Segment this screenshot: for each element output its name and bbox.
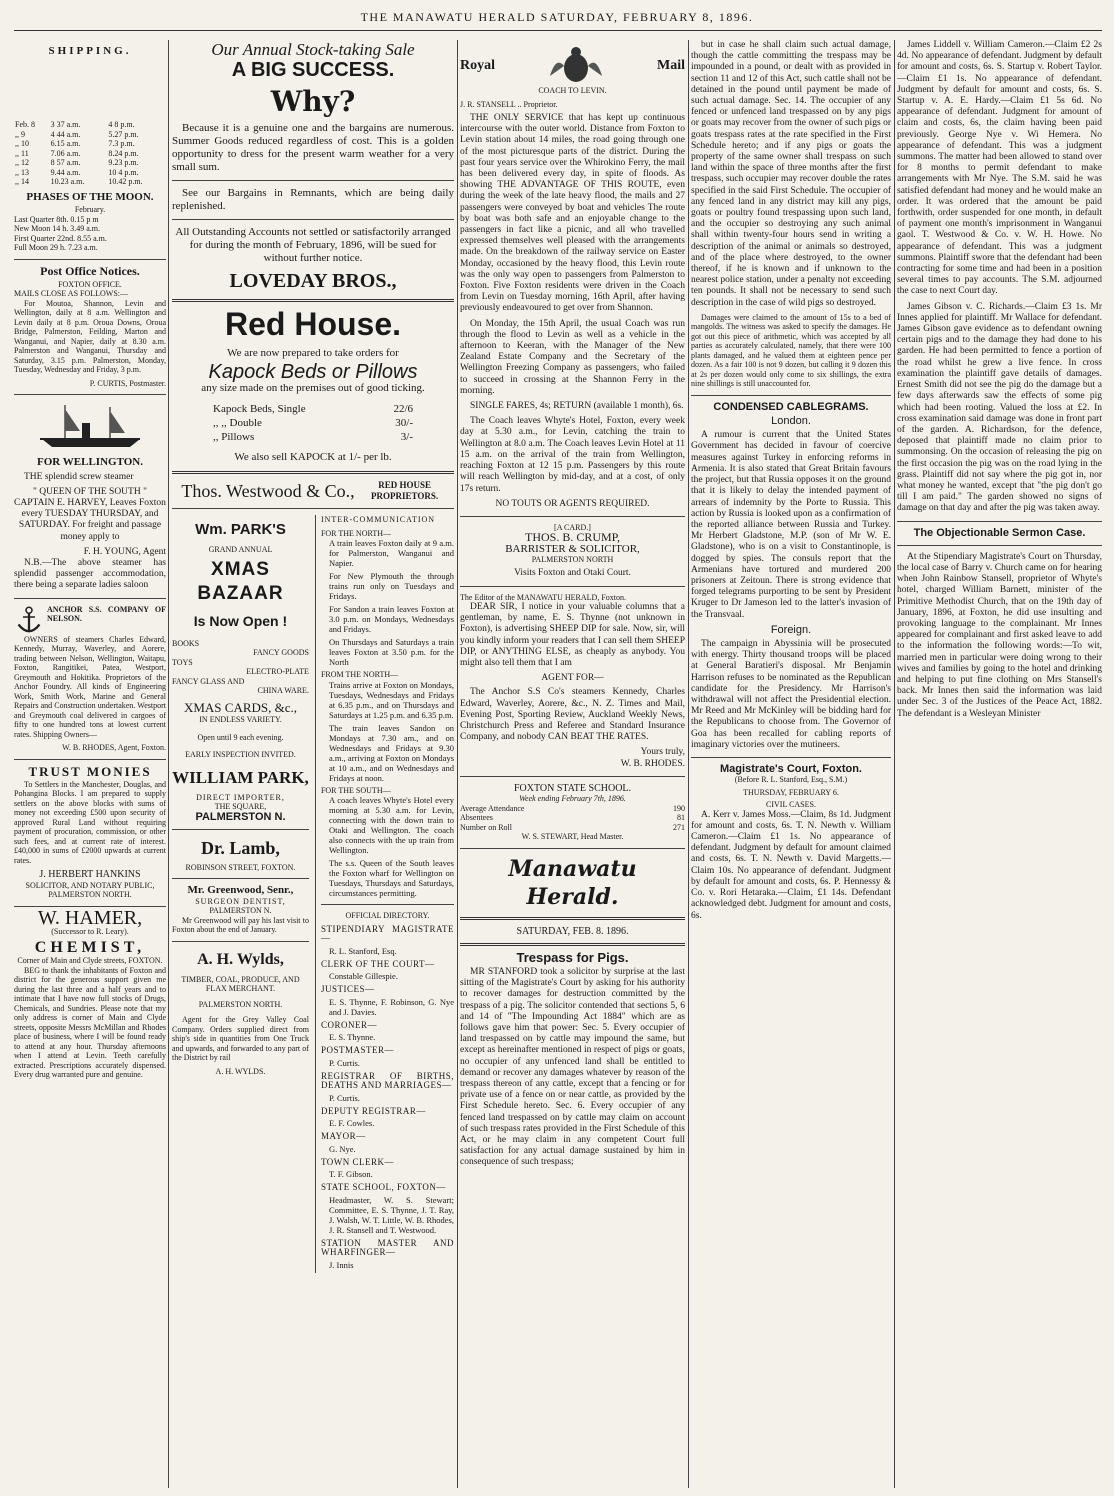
- why-heading: Why?: [270, 85, 356, 119]
- tide-row: [14, 168, 166, 178]
- stansell: J. R. STANSELL .. Proprietor.: [460, 99, 558, 109]
- trust-name: J. HERBERT HANKINS: [39, 869, 141, 881]
- abs-row: [460, 813, 685, 823]
- court-title: Magistrate's Court, Foxton.: [720, 762, 862, 775]
- tide-cell: 3 37 a.m.: [50, 120, 81, 130]
- accounts-text: All Outstanding Accounts not settled or satisfactorily arranged for during the month of February, 1896, will be sued for without further notice.: [175, 226, 451, 265]
- coach-text: THE ONLY SERVICE that has kept up continuous intercourse with the outer world. Distance from Foxton to Levin station about 14 miles, the road going through one of the most picturesque parts of the district. During the past four years service over the Whirokino Ferry, the mail has been delivered every day, in spite of floods. As showing THE ADVANTAGE OF THIS ROUTE, even during the week of the late heavy flood, the mails and 27 passengers were conveyed by boat and vehicles The route by boat was both safe and an enjoyable change to the passengers in fact like a picnic, and all who travelled expressed themselves well pleased with the arrangements made. On the breakdown of the railway service on Easter Monday, occasioned by the heavy flood, this Levin route was the only way open to passengers from Palmerston to Foxton. Five Foxton residents were driven in the Coach from Levin on Tuesday morning, 16th April, after having previously endeavoured to get over from Shannon.: [460, 113, 685, 314]
- agent-text: The Anchor S.S Co's steamers Kennedy, Charles Edward, Waverley, Aorere, &c., N. Z. Times and Mail, Evening Post, Sporting Review, Auckland Weekly News, Christchurch Press and Referee and Standard Insurance Company, and nobody CAN BEAT THE RATES.: [460, 687, 685, 743]
- column-rule: [688, 40, 689, 1488]
- avg-row: [460, 804, 685, 814]
- tide-cell: 8 57 a.m.: [50, 158, 81, 168]
- royal: Royal: [460, 58, 495, 74]
- from-north-title: FROM THE NORTH—: [320, 670, 399, 680]
- letter-text: DEAR SIR, I notice in your valuable columns that a gentleman, by name, E. S. Thynne (not unknown in Foxton), is advertising SHEEP DIP for sale. Now, sir, will you kindly inform your readers that I can sell them SHEEP DIP, or ANYTHING ELSE, as cheaply as anybody. You might also tell them that I am: [460, 602, 685, 669]
- now-open: Is Now Open !: [193, 612, 288, 629]
- price-value: 22/6: [393, 402, 413, 415]
- court-date: THURSDAY, FEBRUARY 6.: [743, 787, 839, 797]
- tide-cell: 6.15 a.m.: [50, 139, 81, 149]
- directory-name: E. S. Thynne, F. Robinson, G. Nye and J. Davies.: [328, 996, 454, 1017]
- column-rule: [894, 40, 895, 1488]
- london-title: London.: [771, 415, 811, 428]
- steamer-name: " QUEEN OF THE SOUTH ": [33, 486, 147, 497]
- william-park: WILLIAM PARK,: [172, 767, 309, 787]
- anchor-title: ANCHOR S.S. COMPANY OF NELSON.: [47, 604, 166, 624]
- steamer-text: CAPTAIN E. HARVEY, Leaves Foxton every TUESDAY THURSDAY, and SATURDAY. For freight and passage money apply to: [14, 498, 166, 542]
- shipping-faded-block: [14, 60, 166, 120]
- royal-mail-header: [460, 46, 685, 86]
- directory-name: T. F. Gibson.: [328, 1169, 373, 1180]
- goods-item: FANCY GLASS AND: [172, 676, 245, 686]
- tides-table: [14, 120, 166, 187]
- abs-label: Absentees: [460, 813, 493, 823]
- steamer-line: THE splendid screw steamer: [24, 471, 134, 482]
- directory-name: J. Innis: [328, 1259, 354, 1270]
- wylds-text: Agent for the Grey Valley Coal Company. Orders supplied direct from ship's side in quantities from One Truck and upwards, and forwarded to any part of the District by rail: [172, 1015, 309, 1063]
- tide-cell: Feb. 8: [15, 120, 35, 130]
- week-ending: Week ending February 7th, 1896.: [519, 794, 626, 804]
- price-label: ,, ,, Double: [213, 416, 262, 429]
- directory-role: STATE SCHOOL, FOXTON—: [320, 1182, 446, 1193]
- post-title: Post Office Notices.: [40, 263, 140, 278]
- court-before: (Before R. L. Stanford, Esq., S.M.): [734, 775, 848, 785]
- directory-role: POSTMASTER—: [320, 1045, 394, 1056]
- timetable-item: For New Plymouth the through trains run only on Tuesdays and Fridays.: [328, 571, 454, 602]
- park-sub: GRAND ANNUAL: [208, 545, 273, 555]
- directory-name: P. Curtis.: [328, 1092, 360, 1103]
- postmaster: P. CURTIS, Postmaster.: [89, 378, 166, 388]
- hamer-address: Corner of Main and Clyde streets, FOXTON.: [17, 956, 163, 966]
- trespass-text: MR STANFORD took a solicitor by surprise at the last sitting of the Magistrate's Court by asking for his authority to recover damages for destruction committed by the trespass of a pig. The solicitor contended that sections 5, 6 and 14 of "The Impounding Act 1884" which are as follows gave him that power: Sec. 5. Every occupier of land trespassed on by cattle may impound the same, but except as hereinafter mentioned in respect of pigs or goats, no occupier of any unfenced land shall be entitled to demand or recover any damages whatever by reason of the trespass thereon of any cattle, except that a fencing or for private use of a fence on or near cattle, as provided by the First Schedule hereto. Sec. 6. Every occupier of any fenced land trespassed on by cattle may claim on account of such trespass rates provided in the First Schedule of this Act, or he may claim in any competent Court full satisfaction for any actual damage sustained by him in consequence of such trespass;: [460, 966, 685, 1168]
- steamer-agent: F. H. YOUNG, Agent: [83, 546, 166, 557]
- mail: Mail: [657, 58, 685, 74]
- westwood-proprietors: RED HOUSE PROPRIETORS.: [371, 480, 439, 502]
- tide-row: [14, 149, 166, 159]
- timetable-item: On Thursdays and Saturdays a train leaves Foxton at 3.50 p.m. for the North: [328, 637, 454, 668]
- abs-value: 81: [677, 813, 685, 823]
- shipping-title: SHIPPING.: [48, 45, 132, 57]
- wylds-palmerston: PALMERSTON NORTH.: [198, 999, 283, 1009]
- directory-name: Constable Gillespie.: [328, 971, 398, 982]
- price-row: [213, 402, 413, 416]
- directory-title: OFFICIAL DIRECTORY.: [345, 911, 430, 921]
- south-title: FOR THE SOUTH—: [320, 785, 391, 795]
- goods-item: FANCY GOODS: [253, 648, 309, 658]
- agent-for: AGENT FOR—: [541, 673, 604, 684]
- column-3: [460, 40, 685, 1488]
- any-size-text: any size made on the premises out of good ticking.: [201, 381, 425, 394]
- foreign-title: Foreign.: [770, 623, 812, 636]
- directory-name: Headmaster, W. S. Stewart; Committee, E. S. Thynne, J. T. Ray, J. Walsh, W. T. Little, W. B. Rhodes, J. R. Stansell and T. Westwood.: [328, 1194, 454, 1235]
- tide-cell: 4 44 a.m.: [50, 129, 81, 139]
- barrister: BARRISTER & SOLICITOR,: [505, 542, 640, 555]
- column-5: [897, 40, 1102, 1488]
- price-row: [213, 430, 413, 444]
- directory-role: MAYOR—: [320, 1131, 366, 1142]
- from-north-items: [321, 680, 454, 783]
- goods-item: CHINA WARE.: [257, 686, 309, 696]
- roll-value: 271: [673, 822, 685, 832]
- mails-text: For Moutoa, Shannon, Levin and Wellington, daily at 8 a.m. Wellington and Levin daily at 8 p.m. Oroua Downs, Oroua Bridge, Palmerston, Feilding, Marton and Wanganui, and Napier, daily at 8.30 a.m. Palmerston and Wanganui, Thursday and Saturday, 3.15 p.m. Palmerston, Monday, Tuesday, Wednesday and Friday, 3 p.m.: [14, 298, 166, 375]
- lower-right: [315, 515, 454, 1273]
- moon-line: First Quarter 22nd. 8.55 a.m.: [14, 233, 107, 243]
- moon-line: Last Quarter 8th. 0.15 p m: [14, 214, 99, 224]
- visits: Visits Foxton and Otaki Court.: [514, 568, 631, 579]
- london-text: A rumour is current that the United States Government has decided in favour of coercive measures against Turkey in enforcing reforms in Armenia. It is also stated that Great Britain favours the project, but that Russia opposes it on the ground that it is likely to delay the intended payment of arrears of indemnity by the Porte to Russia. This action by Russia is looked upon as a confirmation of the reported alliance between Russia and Turkey. Mr Herbert Gladstone, M.P. (son of Mr W. E. Gladstone), who is on a visit to Constantinople, is dogged by spies. The consuls report that the Armenians have tortured and murdered 200 prisoners at Zeitoun. There is strong evidence that forged telegrams purporting to be sent by President Kruger to Dr Jameson led to the latter's invasion of the Transvaal.: [691, 430, 891, 620]
- square: THE SQUARE,: [214, 802, 267, 812]
- tide-cell: ,, 9: [15, 129, 25, 139]
- red-house-title: Red House.: [224, 306, 402, 343]
- directory-list: [321, 925, 454, 1270]
- open-until: Open until 9 each evening.: [197, 732, 284, 742]
- directory-name: E. F. Cowles.: [328, 1118, 375, 1129]
- anchor-icon: [14, 605, 44, 635]
- hamer-sub: (Successor to R. Leary).: [51, 926, 129, 936]
- lower-left: [172, 515, 309, 1273]
- column-4: [691, 40, 891, 1488]
- directory-role: DEPUTY REGISTRAR—: [320, 1105, 426, 1116]
- trespass-title: Trespass for Pigs.: [516, 949, 629, 965]
- column-rule: [168, 40, 169, 1488]
- col4-top-text: but in case he shall claim such actual damage, though the cattle committing the trespass may be impounded in a pound, or dealt with as provided in section 11 and 12 of this Act, such cattle shall not be detained in the pound until payment be made of such actual damage. Sec. 14. The occupier of any fenced or unfenced land trespassed on by any pigs or goats may recover from the owner of such pigs or goats trespass rates at the rate specified in the First Schedule hereto; and if any pigs or goats the property of the same owner shall trespass on such land within the space of three months after the first trespass, such occupier may recover double the rates specified in the said First Schedule. The occupier of any fenced land in any district may kill any pigs, goats or poultry found trespassing upon such land, and the occupier so destroying any such animal shall within twenty-four hours send in writing a description of the animal or animals so destroyed, and of the place where destroyed, to the owner thereof, if he is known and if unknown to the nearest police station, under a penalty not exceeding ten pounds. It shall not be necessary to send such description in the case of wild pigs so destroyed.: [691, 40, 891, 308]
- coach-text-3: The Coach leaves Whyte's Hotel, Foxton, every week day at 5.30 a.m., for Levin, catching the train to Wellington at 8.0 a.m. The Coach leaves Levin Hotel at 11 15 a.m. on the arrival of the train from Wellington, reaching Foxton at 12 15 p.m. Passengers by this route will reach Wellington by mid-day, and at a cost, of only 17s return.: [460, 416, 685, 494]
- trust-text: To Settlers in the Manchester, Douglas, and Pohangina Blocks. I am prepared to supply settlers on the above blocks with sums of money not exceeding £500 upon security of approved Rural Land without requiring payment of procuration, commission, or other such fees, and at current rate of interest. £40,000 in sums of £2000 upwards at current rates.: [14, 779, 166, 865]
- park-name: Wm. PARK'S: [195, 521, 286, 539]
- tide-cell: ,, 14: [15, 177, 29, 187]
- tide-cell: 10 4 p.m.: [108, 167, 139, 177]
- tide-cell: ,, 13: [15, 167, 29, 177]
- tide-row: [14, 139, 166, 149]
- tide-cell: ,, 10: [15, 139, 29, 149]
- sermon-title: The Objectionable Sermon Case.: [913, 526, 1086, 539]
- hamer-text: BEG to thank the inhabitants of Foxton and district for the generous support given me during the last three and a half years and to intimate that I have now full stocks of Drugs, Chemicals, and Sundries. Please note that my only address is corner of Main and Clyde streets, opposite Messrs McMillan and Rhodes place of business, where I will be found ready to attend at any hour. Thursday afternoons when I attend at Levin. Teeth carefully extracted. Prescriptions accurately dispensed. Every drug warranted pure and genuine.: [14, 965, 166, 1080]
- timetable-item: A coach leaves Whyte's Hotel every morning at 5.30 a.m. for Levin, connecting with the down train to Otaki and Wellington. The coach also connects with the up train from Wellington.: [328, 795, 454, 856]
- tide-cell: ,, 11: [15, 148, 29, 158]
- editor-to: The Editor of the MANAWATU HERALD, Foxton.: [460, 592, 627, 602]
- surgeon: SURGEON DENTIST,: [195, 896, 286, 906]
- price-value: 30/-: [395, 416, 413, 429]
- goods-item: TOYS: [172, 657, 193, 667]
- park-palmerston: PALMERSTON N.: [195, 810, 286, 823]
- coach-title: COACH TO LEVIN.: [538, 86, 607, 95]
- lower-section: [172, 515, 454, 1273]
- tide-row: [14, 177, 166, 187]
- court-text: A. Kerr v. James Moss.—Claim, 8s 1d. Judgment for amount and costs, 6s. T. N. Newth v. William Cameron.—Claim £1 1s. No appearance of defendant. Judgment by default for amount claimed and costs, 6s. T. N. Newth v. David Margetts.—Claim 10s. No appearance of defendant. Judgment by default for amount and costs, 6s. P. Hennessy & Co. v. Rori Hetaraka.—Claim, £1 14s. Defendant acknowledged debt. Judgment for amount and costs, 6s.: [691, 809, 891, 921]
- steamer-icon: [30, 401, 150, 451]
- directory-name: R. L. Stanford, Esq.: [328, 945, 397, 956]
- roll-row: [460, 823, 685, 833]
- tide-cell: 10.42 p.m.: [108, 177, 143, 187]
- price-list: [213, 402, 413, 444]
- royal-crest-icon: [546, 46, 606, 86]
- moon-list: [14, 215, 166, 253]
- variety: IN ENDLESS VARIETY.: [199, 715, 282, 725]
- avg-label: Average Attendance: [460, 803, 525, 813]
- tide-cell: 4 8 p.m.: [108, 120, 135, 130]
- sermon-text: At the Stipendiary Magistrate's Court on Thursday, the local case of Barry v. Church came on for hearing when John Rainbow Stansell, proprietor of Whyte's hotel, charged William Barnett, minister of the Primitive Methodist Church, that on the 19th day of January, 1896, at Foxton, he did use insulting and provoking language to the complainant. Mr Innes appeared for complainant and first asked leave to add to the information the following words:—To wit, married men in particular were doing wrong to their wives and families by going to the hotel and drinking and helping to put fine clothing on Mrs Stansell's back. Mr Innes then said the information was laid under Sec. 3 of the Justices of the Peace Act, 1882. The defendant is a Wesleyan Minister: [897, 551, 1102, 719]
- tide-row: [14, 158, 166, 168]
- timetable-item: For Sandon a train leaves Foxton at 3.0 p.m. on Mondays, Wednesdays and Fridays.: [328, 604, 454, 635]
- column-rule: [457, 40, 458, 1488]
- masthead: THE MANAWATU HERALD SATURDAY, FEBRUARY 8, 1896.: [360, 10, 754, 24]
- moon-month: February.: [74, 205, 106, 215]
- westwood-sign: [172, 480, 454, 502]
- greenwood-text: Mr Greenwood will pay his last visit to Foxton about the end of January.: [172, 915, 309, 935]
- mails-title: MAILS CLOSE AS FOLLOWS:—: [14, 289, 129, 299]
- masthead-rule: [14, 30, 1102, 31]
- directory-name: P. Curtis.: [328, 1057, 360, 1068]
- bazaar-title: XMAS BAZAAR: [197, 558, 284, 604]
- directory-role: TOWN CLERK—: [320, 1156, 395, 1167]
- tide-cell: 5.27 p.m.: [108, 129, 139, 139]
- column-1: [14, 40, 166, 1488]
- also-sell-text: We also sell KAPOCK at 1/- per lb.: [234, 450, 392, 463]
- timber: TIMBER, COAL, PRODUCE, AND FLAX MERCHANT.: [181, 974, 300, 994]
- price-row: [213, 416, 413, 430]
- tide-cell: 9.44 a.m.: [50, 167, 81, 177]
- hamer-trade: CHEMIST,: [34, 939, 146, 957]
- directory-role: CLERK OF THE COURT—: [320, 958, 435, 969]
- tide-row: [14, 120, 166, 130]
- directory-role: CORONER—: [320, 1019, 377, 1030]
- lamb-name: Dr. Lamb,: [201, 837, 280, 858]
- timetable-item: A train leaves Foxton daily at 9 a.m. for Palmerston, Wanganui and Napier.: [328, 538, 454, 569]
- inter-title: INTER-COMMUNICATION: [320, 515, 436, 525]
- loveday-name: LOVEDAY BROS.,: [229, 270, 397, 293]
- directory-role: STIPENDIARY MAGISTRATE—: [320, 923, 454, 944]
- moon-title: PHASES OF THE MOON.: [26, 190, 154, 203]
- tide-cell: 7.06 a.m.: [50, 148, 81, 158]
- herald-date: SATURDAY, FEB. 8. 1896.: [516, 925, 629, 937]
- timetable-item: Trains arrive at Foxton on Mondays, Tuesdays, Wednesdays and Fridays at 6.35 p.m., and on Thursdays and Saturdays at 1.25 p.m. and 6.35 p.m.: [328, 679, 454, 720]
- directory-name: G. Nye.: [328, 1143, 356, 1154]
- post-sub: FOXTON OFFICE.: [58, 279, 122, 289]
- westwood-name: Thos. Westwood & Co.,: [181, 480, 355, 501]
- lamb-address: ROBINSON STREET, FOXTON.: [185, 862, 296, 872]
- coach-text-2: On Monday, the 15th April, the usual Coach was run through the flood to Levin as well as a vehicle in the afternoon to Keeran, with the Manager of the New Zealand Estate Company and the Secretary of the Wellington Freezing Company as passengers, who failed to succeed in crossing at the Shannon Ferry in the morning.: [460, 318, 685, 396]
- xmas-cards: XMAS CARDS, &c.,: [183, 699, 297, 715]
- wylds-sign: A. H. WYLDS.: [215, 1066, 266, 1076]
- goods-item: BOOKS: [172, 638, 200, 648]
- rhodes-sign: W. B. RHODES.: [620, 758, 685, 769]
- directory-name: E. S. Thynne.: [328, 1032, 376, 1043]
- early-inspection: EARLY INSPECTION INVITED.: [185, 750, 296, 760]
- roll-label: Number on Roll: [460, 822, 512, 832]
- avg-value: 190: [673, 803, 685, 813]
- hamer-name: W. HAMER,: [37, 906, 143, 929]
- price-value: 3/-: [400, 430, 413, 443]
- kapock-title: Kapock Beds or Pillows: [208, 361, 418, 384]
- herald-title: Manawatu Herald.: [508, 855, 637, 910]
- tide-cell: ,, 12: [15, 158, 29, 168]
- cable-title: CONDENSED CABLEGRAMS.: [713, 400, 869, 413]
- anchor-text: OWNERS of steamers Charles Edward, Kennedy, Murray, Waverley, and Aorere, trading between Nelson, Wellington, Waitapu, Foxton, Rangitikei, Patea, Westport, Greymouth and Hokitika. Proprietors of the Anchor Foundry. All kinds of Engineering Work, Smith Work, Marine and General Repairs and Construction undertaken. Westport and Greymouth coal delivered in cargoes of fifty to one hundred tons at lowest current rates. Shipping Owners—: [14, 634, 166, 739]
- anchor-agent: W. B. RHODES, Agent, Foxton.: [62, 743, 166, 753]
- tide-cell: 10.23 a.m.: [50, 177, 85, 187]
- directory-role: STATION MASTER AND WHARFINGER—: [320, 1237, 454, 1258]
- crump-name: THOS. B. CRUMP,: [524, 530, 621, 545]
- wylds-name: A. H. Wylds,: [197, 950, 284, 968]
- prepared-text: We are now prepared to take orders for: [227, 347, 399, 360]
- greenwood-palmerston: PALMERSTON N.: [209, 906, 272, 916]
- wellington-title: FOR WELLINGTON.: [37, 456, 143, 469]
- moon-line: Full Moon 29 h. 7.23 a.m.: [14, 243, 98, 253]
- column-2: [172, 40, 454, 1488]
- greenwood-name: Mr. Greenwood, Senr.,: [187, 884, 294, 897]
- timetable-item: The s.s. Queen of the South leaves the Foxton wharf for Wellington on Tuesdays, Thursdays and Saturdays, circumstances permitting.: [328, 858, 454, 899]
- price-label: ,, Pillows: [213, 430, 255, 443]
- timetable-item: The train leaves Sandon on Mondays at 7.30 am., and on Wednesdays and Fridays at 9.30 a.m., arriving at Foxton on Mondays at 10 a.m., and on Wednesdays and Fridays at noon.: [328, 722, 454, 783]
- fares: SINGLE FARES, 4s; RETURN (available 1 month), 6s.: [470, 401, 684, 412]
- south-items: [321, 795, 454, 898]
- no-touts: NO TOUTS OR AGENTS REQUIRED.: [495, 498, 650, 509]
- yours-truly: Yours truly,: [640, 747, 685, 758]
- goods-item: ELECTRO-PLATE: [246, 667, 309, 677]
- north-items: [321, 538, 454, 667]
- palm-north: PALMERSTON NORTH: [531, 554, 614, 564]
- damages-text: Damages were claimed to the amount of 15s to a bed of mangolds. The witness was asked to specify the damages. He got out this piece of arithmetic, which was accepted by all parties as accurately calculated, namely, that there were 100 plants damaged, and he valued them at eighteen pence per dozen. As a fair 100 is not 9 dozen, but calling it 9 dozen this at 2s per dozen would only come to six shillings, the extra nine shillings is still unaccounted for.: [691, 312, 891, 389]
- directory-role: JUSTICES—: [320, 984, 375, 995]
- sale-title: Our Annual Stock-taking Sale: [211, 40, 415, 59]
- school-title: FOXTON STATE SCHOOL.: [513, 782, 632, 794]
- why-text: Because it is a genuine one and the bargains are numerous. Summer Goods reduced regardless of cost. This is a golden opportunity to dress for the present warm weather for a very small sum.: [172, 122, 454, 174]
- north-title: FOR THE NORTH—: [320, 528, 391, 538]
- pig-case-text: James Gibson v. C. Richards.—Claim £3 1s. Mr Innes applied for plaintiff. Mr Wallace for defendant. James Gibson gave evidence as to defendant owning certain pigs and to the damage they had done to his garden. He had been permitted to fence a portion of the road whilst he grew a live fence. In cross examination the plaintiff gave details of damages. Ernest Smith did not see the pig do the damage but a few days afterwards saw the effects of some pig which had been rooting. Valued the loss at £2. In cross examination said damage was done in front part of the garden. A. Richardson, for the defence, deposed that plaintiff made no claim prior to summonsing. On the occasion of releasing the pig on the first occasion the pig was on the road lying in the grass. Plaintiff did not say where the pig got in, nor what money he wanted, except that "the pig don't go till I am paid." The garden showed no signs of damage on that day and after the pig was taken away.: [897, 301, 1102, 514]
- importer: DIRECT IMPORTER,: [196, 792, 285, 802]
- civil-cases: CIVIL CASES.: [766, 800, 816, 810]
- card: [A CARD.]: [554, 522, 591, 532]
- headmaster: W. S. STEWART, Head Master.: [521, 832, 624, 842]
- col5-top-text: James Liddell v. William Cameron.—Claim £2 2s 4d. No appearance of defendant. Judgment by default for amount and costs, 6s. S. Startup v. Robert Taylor.—Claim £1 1s. No appearance of defendant. Judgment by default for amount and costs, 6s. S. Startup v. A. E. Hardy.—Claim £1 5s 6d. No appearance of defendant. Judgment for amount of claim and costs, 6s, the claim having been paid previously. George Nye v. Wi Hemera. No appearance of defendant. This was a judgment summons. The matter had been allowed to stand over for 8 months to permit defendant to make arrangements with Mr Nye. The S.M. said he was satisfied defendant had money and he would make an order. It was ordered that the amount be paid forthwith, order suspended for one month, in default of payment one month's imprisonment in Wanganui gaol. T. Westwood & Co. v. W. H. Howe. No appearance of defendant. This was a judgment summons. Plaintiff swore that the defendant had been contracting for some time and had been in a position several times to pay accounts. The S.M. adjourned the case to next Court day.: [897, 40, 1102, 297]
- price-label: Kapock Beds, Single: [213, 402, 306, 415]
- steamer-nb: N.B.—The above steamer has splendid passenger accommodation, there being a separate ladies saloon: [14, 558, 166, 591]
- goods-list: [172, 639, 309, 696]
- tide-cell: 8.24 p.m.: [108, 148, 139, 158]
- tide-cell: 9.23 p.m.: [108, 158, 139, 168]
- moon-line: New Moon 14 h. 3.49 a.m.: [14, 224, 100, 234]
- foreign-text: The campaign in Abyssinia will be prosecuted with energy. Thirty thousand troops will be placed at General Baratieri's disposal. Mr Benjamin Harrison refuses to be nominated as the Republican candidate for the Presidency. Mr Harrison's withdrawal will not affect the Presidential election. Mr Reed and Mr McKinley will be bidding hard for the Republicans to choose from. The Governor of Goa has been recalled for cabling reports of imaginary victories over the mutineers.: [691, 638, 891, 750]
- sale-sub: A BIG SUCCESS.: [231, 59, 395, 82]
- tide-row: [14, 130, 166, 140]
- trust-role: SOLICITOR, AND NOTARY PUBLIC, PALMERSTON NORTH.: [25, 880, 155, 900]
- remnants-text: See our Bargains in Remnants, which are being daily replenished.: [172, 187, 454, 213]
- directory-role: REGISTRAR OF BIRTHS, DEATHS AND MARRIAGES—: [320, 1070, 454, 1091]
- trust-title: TRUST MONIES: [28, 763, 152, 779]
- tide-cell: 7.3 p.m.: [108, 139, 135, 149]
